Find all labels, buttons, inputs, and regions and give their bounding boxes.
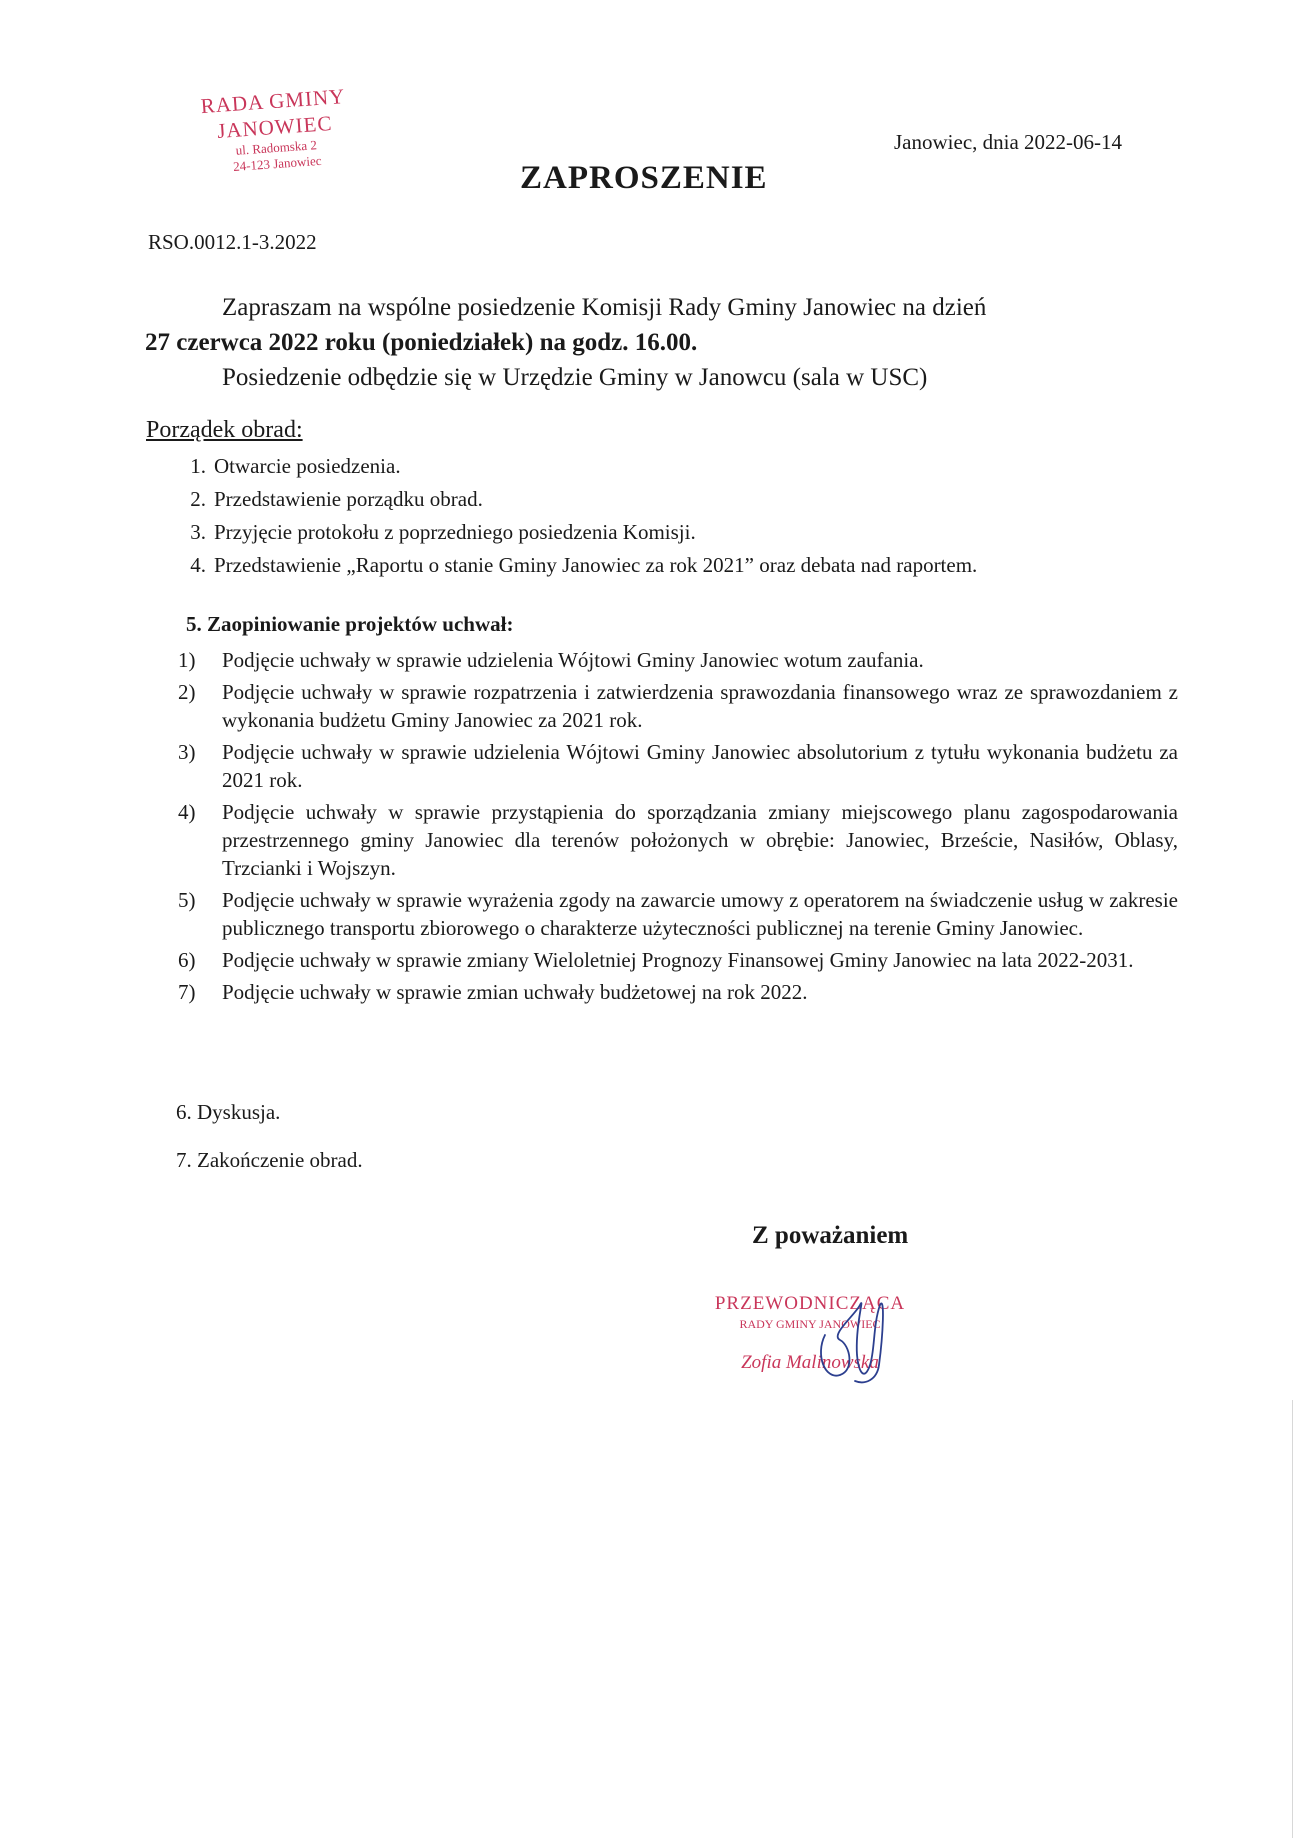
agenda-item [168,452,1198,480]
resolution-item [178,946,1178,974]
intro-line: Zapraszam na wspólne posiedzenie Komisji Rady Gminy Janowiec na dzień [222,294,987,321]
item-text: Podjęcie uchwały w sprawie rozpatrzenia i zatwierdzenia sprawozdania finansowego wraz ze sprawozdaniem z wykonania budżetu Gminy Janowiec za 2021 rok. [222,680,1178,732]
organization-stamp [187,82,362,178]
section-5-title: 5. Zaopiniowanie projektów uchwał: [186,612,514,636]
stamp-line: ul. Radomska 2 [235,137,318,158]
handwritten-signature [795,1285,905,1395]
item-number: 1. [190,454,206,478]
item-number: 2. [190,487,206,511]
resolution-item [178,646,1178,674]
stamp-line: 24-123 Janowiec [232,152,322,174]
meeting-location: Posiedzenie odbędzie się w Urzędzie Gminy w Janowcu (sala w USC) [222,364,928,391]
item-text: Podjęcie uchwały w sprawie zmian uchwały budżetowej na rok 2022. [222,980,808,1004]
item-text: Podjęcie uchwały w sprawie wyrażenia zgody na zawarcie umowy z operatorem na świadczenie usług w zakresie publicznego transportu zbiorowego o charakterze użyteczności publicznej na terenie Gminy Janowiec. [222,888,1178,940]
stamp-line: JANOWIEC [216,111,334,144]
item-text: Przedstawienie porządku obrad. [214,487,483,511]
item-text: Otwarcie posiedzenia. [214,454,401,478]
resolution-item [178,678,1178,734]
item-number: 3. [190,520,206,544]
item-text: Przyjęcie protokołu z poprzedniego posiedzenia Komisji. [214,520,696,544]
resolution-item [178,978,1178,1006]
agenda-list [168,452,1198,584]
agenda-item-closing: 7. Zakończenie obrad. [176,1148,363,1172]
item-number: 2) [178,680,196,704]
stamp-line: RADY GMINY JANOWIEC [739,1317,881,1331]
item-number: 5) [178,888,196,912]
item-number: 3) [178,740,196,764]
resolution-item [178,886,1178,942]
item-text: Podjęcie uchwały w sprawie udzielenia Wójtowi Gminy Janowiec wotum zaufania. [222,648,924,672]
item-number: 1) [178,648,196,672]
reference-number: RSO.0012.1-3.2022 [148,230,317,254]
item-text: Podjęcie uchwały w sprawie udzielenia Wójtowi Gminy Janowiec absolutorium z tytułu wykonania budżetu za 2021 rok. [222,740,1178,792]
scan-edge [1292,1400,1293,1838]
item-number: 7) [178,980,196,1004]
resolutions-list [178,646,1178,1010]
item-number: 6) [178,948,196,972]
agenda-heading: Porządek obrad: [146,417,303,443]
agenda-item [168,518,1198,546]
item-text: Podjęcie uchwały w sprawie przystąpienia do sporządzania zmiany miejscowego planu zagospodarowania przestrzennego gminy Janowiec dla terenów położonych w obrębie: Janowiec, Brzeście, Nasiłów, Oblasy, Trzcianki i Wojszyn. [222,800,1178,880]
item-text: Przedstawienie „Raportu o stanie Gminy Janowiec za rok 2021” oraz debata nad raportem. [214,553,978,577]
resolution-item [178,798,1178,882]
agenda-item-discussion: 6. Dyskusja. [176,1100,281,1124]
item-text: Podjęcie uchwały w sprawie zmiany Wieloletniej Prognozy Finansowej Gminy Janowiec na lata 2022-2031. [222,948,1134,972]
item-number: 4) [178,800,196,824]
item-number: 4. [190,553,206,577]
closing-regards: Z poważaniem [752,1222,909,1249]
stamp-line: Zofia Malinowska [741,1352,879,1373]
stamp-line: PRZEWODNICZĄCA [714,1293,906,1314]
meeting-date: 27 czerwca 2022 roku (poniedziałek) na godz. 16.00. [145,329,698,356]
stamp-line: RADA GMINY [199,84,347,119]
resolution-item [178,738,1178,794]
agenda-item [168,485,1198,513]
document-title: ZAPROSZENIE [520,160,768,196]
document-date: Janowiec, dnia 2022-06-14 [894,130,1123,154]
agenda-item [168,551,1198,579]
